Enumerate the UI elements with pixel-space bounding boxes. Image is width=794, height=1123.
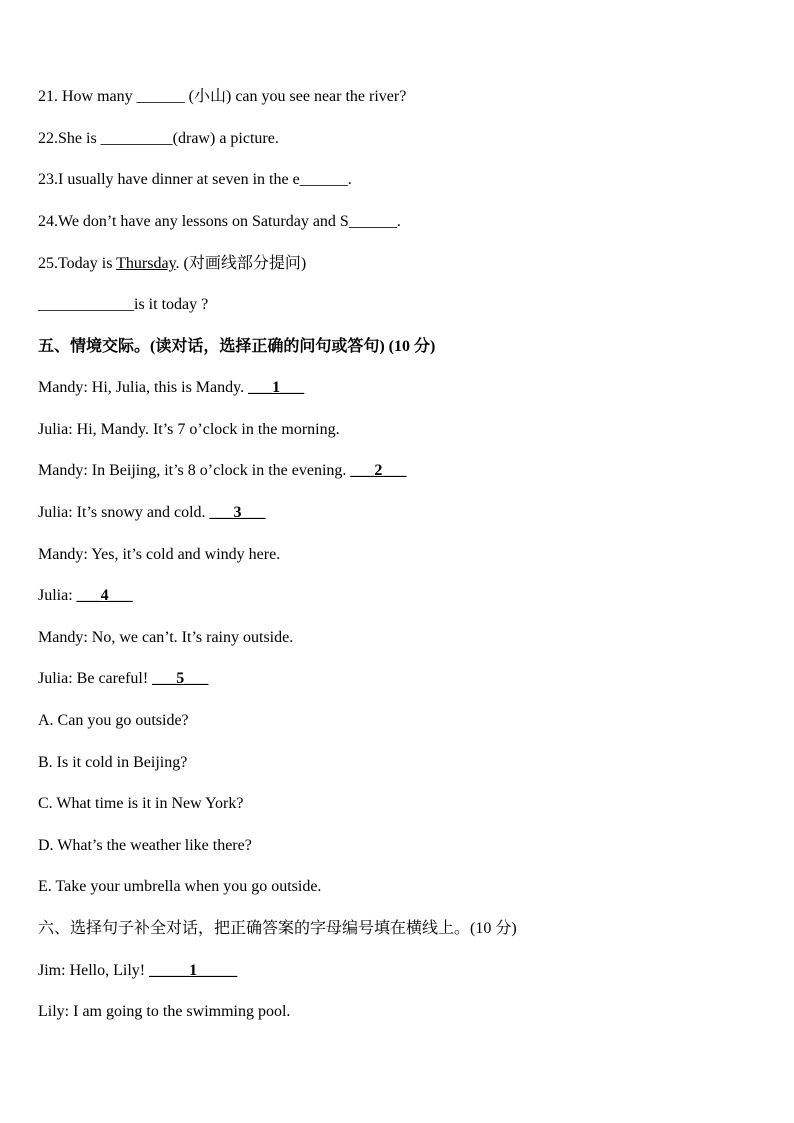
question-text: . How many ______ (小山) can you see near the river?	[54, 88, 407, 105]
blank-pre: ___	[350, 462, 375, 479]
blank-number: 2	[374, 462, 383, 479]
dialogue-line	[38, 503, 266, 523]
underlined-word: Thursday	[116, 255, 176, 272]
dialogue-line	[38, 461, 406, 481]
section-6-heading: 六、选择句子补全对话，把正确答案的字母编号填在横线上。(10 分)	[38, 920, 517, 937]
blank-number: 3	[233, 504, 242, 521]
question-21	[38, 87, 406, 107]
question-text: .I usually have dinner at seven in the e______.	[54, 171, 352, 188]
speaker: Mandy:	[38, 546, 88, 563]
blank-3	[210, 504, 266, 521]
option-c: C. What time is it in New York?	[38, 795, 244, 812]
blank-2	[350, 462, 406, 479]
blank-pre: _____	[149, 962, 190, 979]
dialogue-line	[38, 628, 293, 648]
question-23	[38, 170, 352, 190]
section-5-score: 10	[394, 338, 410, 355]
speaker: Julia:	[38, 587, 73, 604]
question-text: .Today is	[54, 255, 117, 272]
blank-post: ___	[241, 504, 266, 521]
question-25	[38, 254, 306, 274]
dialogue-text: Hi, Mandy. It’s 7 o’clock in the morning.	[72, 421, 340, 438]
blank-number: 1	[272, 379, 281, 396]
question-number: 24	[38, 213, 54, 230]
dialogue-line	[38, 420, 340, 440]
answer-text: is it today ?	[134, 296, 209, 313]
answer-blank: ____________	[38, 296, 134, 313]
question-number: 22	[38, 130, 54, 147]
blank-post: ___	[280, 379, 305, 396]
question-text: .She is _________(draw) a picture.	[54, 130, 279, 147]
speaker: Julia:	[38, 421, 73, 438]
blank-pre: ___	[209, 504, 234, 521]
dialogue-line	[38, 669, 208, 689]
speaker: Julia:	[38, 504, 73, 521]
blank-pre: ___	[152, 670, 177, 687]
blank-number: 4	[100, 587, 109, 604]
blank-post: ___	[382, 462, 407, 479]
question-number: 21	[38, 88, 54, 105]
section-5-heading-text: 五、情境交际。(读对话，选择正确的问句或答句) (	[38, 338, 394, 355]
question-24	[38, 212, 401, 232]
dialogue-text: Be careful!	[72, 670, 153, 687]
dialogue-text: No, we can’t. It’s rainy outside.	[87, 629, 294, 646]
speaker: Jim:	[38, 962, 66, 979]
option-d: D. What’s the weather like there?	[38, 837, 252, 854]
speaker: Mandy:	[38, 379, 88, 396]
blank-1	[149, 962, 237, 979]
dialogue-line	[38, 378, 304, 398]
dialogue-line	[38, 961, 237, 981]
dialogue-text: Hello, Lily!	[65, 962, 150, 979]
blank-pre: ___	[76, 587, 101, 604]
speaker: Mandy:	[38, 462, 88, 479]
dialogue-text: In Beijing, it’s 8 o’clock in the evening.	[87, 462, 351, 479]
dialogue-line	[38, 586, 133, 606]
option-e: E. Take your umbrella when you go outside.	[38, 878, 322, 895]
blank-pre: ___	[248, 379, 273, 396]
blank-5	[152, 670, 208, 687]
dialogue-text: Yes, it’s cold and windy here.	[87, 546, 281, 563]
question-25-answer-line	[38, 295, 208, 315]
blank-1	[248, 379, 304, 396]
dialogue-text: It’s snowy and cold.	[72, 504, 210, 521]
speaker: Mandy:	[38, 629, 88, 646]
question-number: 25	[38, 255, 54, 272]
dialogue-line	[38, 1002, 290, 1022]
speaker: Lily:	[38, 1003, 70, 1020]
dialogue-line	[38, 545, 280, 565]
question-text-after: . (对画线部分提问)	[175, 255, 307, 272]
blank-number: 5	[176, 670, 185, 687]
speaker: Julia:	[38, 670, 73, 687]
question-number: 23	[38, 171, 54, 188]
section-5-heading	[38, 337, 435, 357]
option-b: B. Is it cold in Beijing?	[38, 754, 188, 771]
question-text: .We don’t have any lessons on Saturday and S______.	[54, 213, 401, 230]
blank-number: 1	[189, 962, 198, 979]
blank-post: ___	[184, 670, 209, 687]
section-5-heading-end: 分)	[410, 338, 436, 355]
dialogue-text: I am going to the swimming pool.	[69, 1003, 291, 1020]
question-22	[38, 129, 279, 149]
blank-post: _____	[197, 962, 238, 979]
dialogue-text: Hi, Julia, this is Mandy.	[87, 379, 249, 396]
blank-post: ___	[108, 587, 133, 604]
option-a: A. Can you go outside?	[38, 712, 189, 729]
blank-4	[77, 587, 133, 604]
